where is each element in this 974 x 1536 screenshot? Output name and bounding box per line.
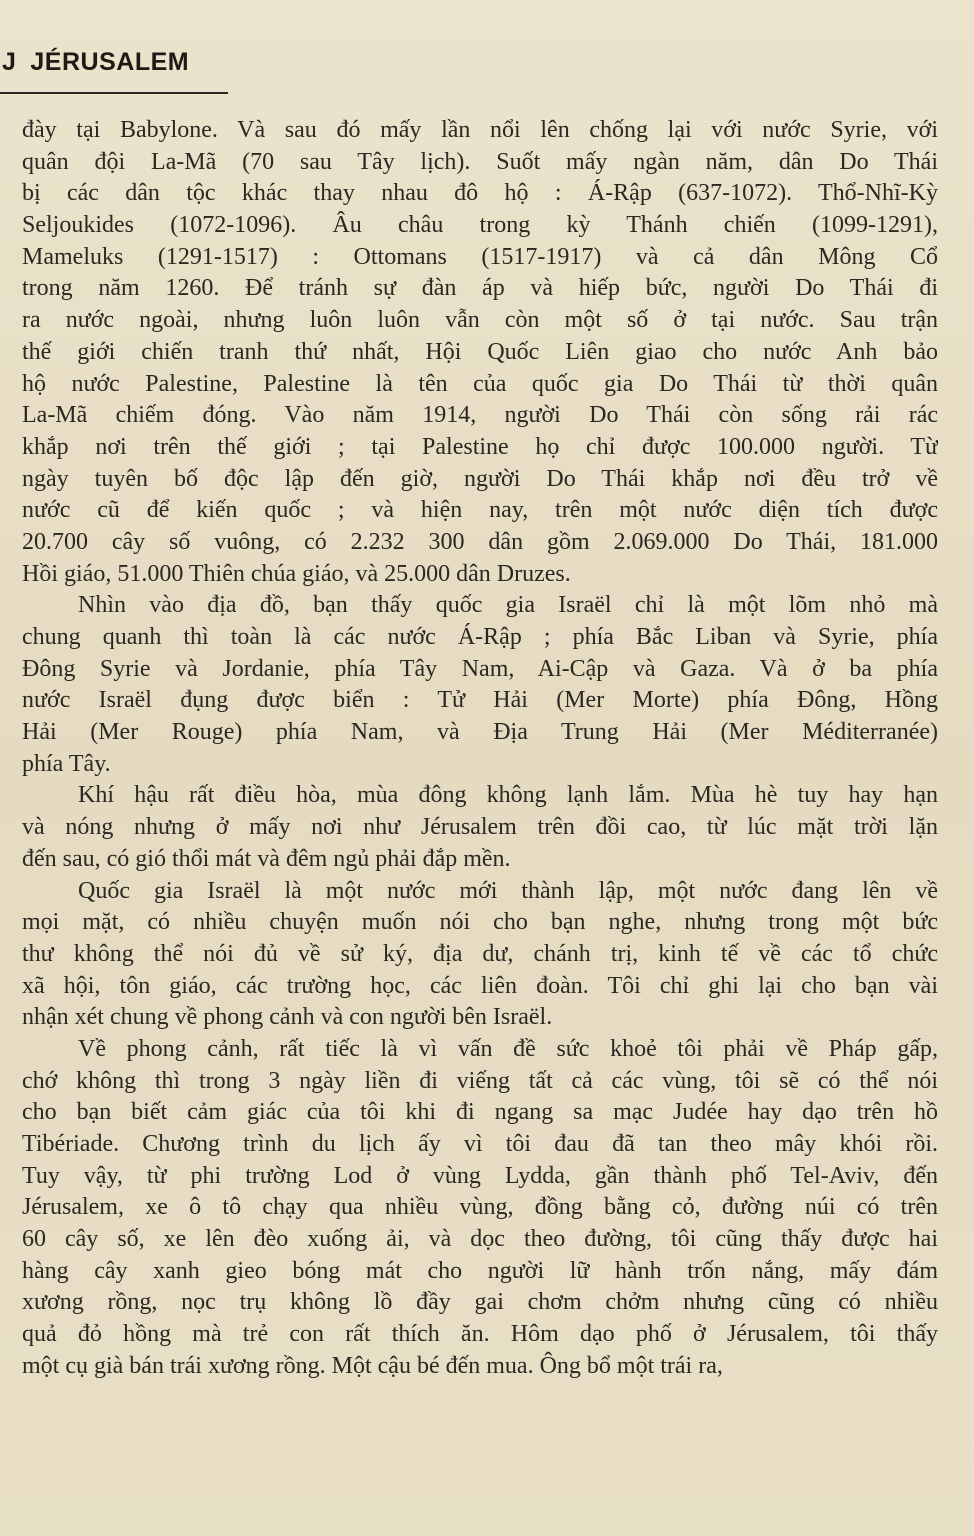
text-line: Nhìn vào địa đồ, bạn thấy quốc gia Israël chỉ là một lõm nhỏ mà: [78, 592, 938, 619]
text-line: 20.700 cây số vuông, có 2.232 300 dân gồm 2.069.000 Do Thái, 181.000: [22, 528, 938, 555]
text-line: cho bạn biết cảm giác của tôi khi đi ngang sa mạc Judée hay dạo trên hồ: [22, 1099, 938, 1126]
running-head: [0, 48, 189, 82]
text-line: trong năm 1260. Để tránh sự đàn áp và hiếp bức, người Do Thái đi: [22, 275, 938, 302]
text-line: xã hội, tôn giáo, các trường học, các liên đoàn. Tôi chỉ ghi lại cho bạn vài: [22, 972, 938, 999]
text-line: khắp nơi trên thế giới ; tại Palestine họ chỉ được 100.000 người. Từ: [22, 433, 938, 460]
paragraph: [22, 115, 938, 590]
text-line: La-Mã chiếm đóng. Vào năm 1914, người Do Thái còn sống rải rác: [22, 402, 938, 429]
paragraph: [22, 1034, 938, 1383]
text-line: Đông Syrie và Jordanie, phía Tây Nam, Ai-Cập và Gaza. Và ở ba phía: [22, 655, 938, 682]
text-line: đến sau, có gió thổi mát và đêm ngủ phải đắp mền.: [22, 845, 511, 872]
text-line: nhận xét chung về phong cảnh và con người bên Israël.: [22, 1004, 553, 1031]
text-line: Jérusalem, xe ô tô chạy qua nhiều vùng, đồng bằng cỏ, đường núi có trên: [22, 1194, 938, 1221]
text-line: phía Tây.: [22, 750, 111, 777]
text-line: 60 cây số, xe lên đèo xuống ải, và dọc theo đường, tôi cũng thấy được hai: [22, 1226, 938, 1253]
text-line: mọi mặt, có nhiều chuyện muốn nói cho bạn nghe, nhưng trong một bức: [22, 909, 938, 936]
text-line: Quốc gia Israël là một nước mới thành lập, một nước đang lên về: [78, 877, 938, 904]
text-line: chớ không thì trong 3 ngày liền đi viếng tất cả các vùng, tôi sẽ có thể nói: [22, 1067, 938, 1094]
text-line: hộ nước Palestine, Palestine là tên của quốc gia Do Thái từ thời quân: [22, 370, 938, 397]
text-line: Tuy vậy, từ phi trường Lod ở vùng Lydda, gần thành phố Tel-Aviv, đến: [22, 1162, 938, 1189]
text-line: Mameluks (1291-1517) : Ottomans (1517-1917) và cả dân Mông Cổ: [22, 243, 938, 270]
text-line: đày tại Babylone. Và sau đó mấy lần nổi lên chống lại với nước Syrie, với: [22, 117, 938, 143]
page-marker: J: [2, 48, 17, 76]
text-line: một cụ già bán trái xương rồng. Một cậu bé đến mua. Ông bổ một trái ra,: [22, 1352, 723, 1379]
text-line: quả đỏ hồng mà trẻ con rất thích ăn. Hôm dạo phố ở Jérusalem, tôi thấy: [22, 1321, 938, 1348]
text-line: Hồi giáo, 51.000 Thiên chúa giáo, và 25.000 dân Druzes.: [22, 560, 571, 587]
text-line: ra nước ngoài, nhưng luôn luôn vẫn còn một số ở tại nước. Sau trận: [22, 307, 938, 334]
text-line: bị các dân tộc khác thay nhau đô hộ : Á-Rập (637-1072). Thổ-Nhĩ-Kỳ: [22, 180, 938, 207]
text-line: Seljoukides (1072-1096). Âu châu trong kỳ Thánh chiến (1099-1291),: [22, 212, 938, 239]
text-line: nước cũ để kiến quốc ; và hiện nay, trên một nước diện tích được: [22, 497, 938, 524]
text-line: ngày tuyên bố độc lập đến giờ, người Do Thái khắp nơi đều trở về: [22, 465, 938, 492]
body-text: [22, 115, 938, 1383]
text-line: Tibériade. Chương trình du lịch ấy vì tôi đau đã tan theo mây khói rồi.: [22, 1131, 938, 1157]
text-line: thư không thể nói đủ về sử ký, địa dư, chánh trị, kinh tế về các tổ chức: [22, 940, 938, 967]
text-line: thế giới chiến tranh thứ nhất, Hội Quốc Liên giao cho nước Anh bảo: [22, 338, 938, 365]
text-line: xương rồng, nọc trụ không lồ đầy gai chơm chởm nhưng cũng có nhiều: [22, 1289, 938, 1316]
text-line: Hải (Mer Rouge) phía Nam, và Địa Trung Hải (Mer Méditerranée): [22, 719, 938, 746]
text-line: nước Israël đụng được biển : Tử Hải (Mer Morte) phía Đông, Hồng: [22, 687, 938, 714]
header-rule: [0, 92, 228, 94]
text-line: hàng cây xanh gieo bóng mát cho người lữ hành trốn nắng, mấy đám: [22, 1257, 938, 1284]
paragraph: [22, 780, 938, 875]
paragraph: [22, 876, 938, 1034]
text-line: Khí hậu rất điều hòa, mùa đông không lạnh lắm. Mùa hè tuy hay hạn: [78, 782, 938, 809]
running-head-title: JÉRUSALEM: [30, 48, 190, 76]
text-line: Về phong cảnh, rất tiếc là vì vấn đề sức khoẻ tôi phải về Pháp gấp,: [78, 1035, 938, 1062]
text-line: quân đội La-Mã (70 sau Tây lịch). Suốt mấy ngàn năm, dân Do Thái: [22, 148, 938, 175]
paragraph: [22, 590, 938, 780]
text-line: chung quanh thì toàn là các nước Á-Rập ; phía Bắc Liban và Syrie, phía: [22, 624, 938, 650]
text-line: và nóng nhưng ở mấy nơi như Jérusalem trên đồi cao, từ lúc mặt trời lặn: [22, 814, 938, 841]
